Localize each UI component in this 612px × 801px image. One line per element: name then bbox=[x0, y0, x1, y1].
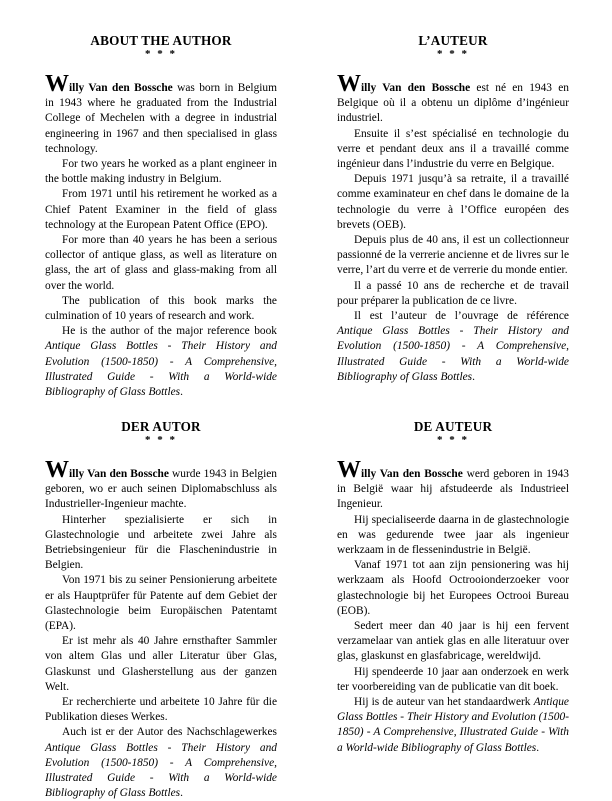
book-title: Antique Glass Bottles - Their History and Evolution (1500-1850) - A Comprehensive, Illustrated Guide - With a World-wide Bibliography of Glass Bottles bbox=[45, 340, 277, 399]
closing-end: . bbox=[472, 370, 475, 383]
closing-end: . bbox=[180, 787, 183, 800]
drop-cap: W bbox=[45, 457, 69, 483]
closing-text: Hij is de auteur van het standaardwerk bbox=[354, 696, 534, 709]
lead-paragraph bbox=[337, 71, 569, 127]
drop-cap: W bbox=[45, 71, 69, 97]
paragraph: The publication of this book marks the culmination of 10 years of research and work. bbox=[45, 294, 277, 323]
section-english bbox=[45, 33, 277, 400]
closing-text: He is the author of the major reference book bbox=[62, 325, 277, 338]
section-stars: * * * bbox=[145, 48, 177, 60]
paragraph: Il a passé 10 ans de recherche et de travail pour préparer la publication de ce livre. bbox=[337, 279, 569, 307]
lead-paragraph bbox=[45, 71, 277, 157]
author-name: illy Van den Bossche bbox=[69, 468, 169, 480]
paragraph: Depuis 1971 jusqu’à sa retraite, il a travaillé comme examinateur en chef dans le domaine de la technologie du verre à l’Office européen des brevets (OEB). bbox=[337, 173, 569, 231]
section-heading: DE AUTEUR bbox=[413, 419, 493, 434]
paragraph: For more than 40 years he has been a serious collector of antique glass, as well as literature on glass, the art of glass and glass-making from all over the world. bbox=[45, 234, 277, 292]
section-french bbox=[337, 33, 569, 385]
lead-paragraph bbox=[45, 457, 277, 513]
paragraph: Von 1971 bis zu seiner Pensionierung arbeitete er als Hauptprüfer für Patente auf dem Gebiet der Glastechnologie beim Europäischen Patentamt (EPA). bbox=[45, 574, 277, 633]
paragraph: From 1971 until his retirement he worked as a Chief Patent Examiner in the field of glass technology at the European Patent Office (EPO). bbox=[45, 188, 277, 231]
author-name: illy Van den Bossche bbox=[361, 82, 471, 94]
book-title: Antique Glass Bottles - Their History and Evolution (1500-1850) - A Comprehensive, Illustrated Guide - With a World-wide Bibliography of Glass Bottles bbox=[45, 741, 277, 800]
lead-text: est né en 1943 en Belgique où il a obtenu un diplôme d’ingénieur industriel. bbox=[337, 82, 569, 125]
lead-paragraph bbox=[337, 457, 569, 513]
paragraph: Ensuite il s’est spécialisé en technologie du verre et pendant deux ans il a travaillé comme ingénieur dans l’industrie du verre en Belgique. bbox=[337, 127, 569, 171]
author-name: illy Van den Bossche bbox=[69, 82, 173, 94]
lead-text: wurde 1943 in Belgien geboren, wo er auch seinen Diplomabschluss als Industrieller-Ingenieur machte. bbox=[45, 468, 277, 511]
section-stars: * * * bbox=[437, 48, 469, 60]
lead-text: werd geboren in 1943 in België waar hij afstudeerde als Industrieel Ingenieur. bbox=[337, 468, 569, 511]
closing-paragraph bbox=[45, 725, 277, 801]
closing-end: . bbox=[536, 741, 540, 754]
paragraph: Vanaf 1971 tot aan zijn pensionering was hij werkzaam als Hoofd Octrooionderzoeker voor glastechnologie bij het Europees Octrooi Bureau (EOB). bbox=[337, 559, 569, 617]
closing-text: Il est l’auteur de l’ouvrage de référence bbox=[354, 310, 569, 323]
paragraph: Depuis plus de 40 ans, il est un collectionneur passionné de la verrerie ancienne et de livres sur le verre, l’art du verre et de verrerie du monde entier. bbox=[337, 234, 569, 277]
closing-paragraph bbox=[337, 309, 569, 385]
section-stars: * * * bbox=[437, 434, 469, 446]
section-heading: L’AUTEUR bbox=[418, 33, 488, 48]
paragraph: Hij spendeerde 10 jaar aan onderzoek en werk ter voorbereiding van de publicatie van dit boek. bbox=[337, 665, 569, 693]
author-name: illy Van den Bossche bbox=[361, 468, 463, 480]
drop-cap: W bbox=[337, 71, 361, 97]
paragraph: For two years he worked as a plant engineer in the bottle making industry in Belgium. bbox=[45, 158, 277, 186]
closing-end: . bbox=[180, 386, 183, 399]
closing-text: Auch ist er der Autor des Nachschlagewerkes bbox=[62, 726, 277, 739]
closing-paragraph bbox=[337, 695, 569, 756]
section-heading: DER AUTOR bbox=[121, 419, 201, 434]
book-title: Antique Glass Bottles - Their History and Evolution (1500-1850) - A Comprehensive, Illustrated Guide - With a World-wide Bibliography of Glass Bottles bbox=[337, 696, 569, 754]
paragraph: Er ist mehr als 40 Jahre ernsthafter Sammler von altem Glas und aller Literatur über Glas, Glaskunst und Glasherstellung aus der ganzen Welt. bbox=[45, 635, 277, 693]
drop-cap: W bbox=[337, 457, 361, 483]
lead-text: was born in Belgium in 1943 where he graduated from the Industrial College of Mechelen with a degree in industrial engineering in 1967 and then specialised in glass technology. bbox=[45, 82, 277, 155]
paragraph: Er recherchierte und arbeitete 10 Jahre für die Publikation dieses Werkes. bbox=[45, 696, 277, 724]
section-german bbox=[45, 419, 277, 801]
paragraph: Sedert meer dan 40 jaar is hij een fervent verzamelaar van antiek glas en alle literatuur over glas, glaskunst en glasfabricage, wereldwijd. bbox=[337, 620, 569, 663]
paragraph: Hinterher spezialisierte er sich in Glastechnologie und arbeitete zwei Jahre als Betriebsingenieur für die Flaschenindustrie in Belgien. bbox=[45, 513, 277, 572]
section-stars: * * * bbox=[145, 434, 177, 446]
book-title: Antique Glass Bottles - Their History and Evolution (1500-1850) - A Comprehensive, Illustrated Guide - With a World-wide Bibliography of Glass Bottles bbox=[337, 325, 569, 383]
section-dutch bbox=[337, 419, 569, 756]
paragraph: Hij specialiseerde daarna in de glastechnologie en was gedurende twee jaar als ingenieur werkzaam in de flessenindustrie in België. bbox=[337, 513, 569, 557]
section-heading: ABOUT THE AUTHOR bbox=[90, 33, 232, 48]
closing-paragraph bbox=[45, 324, 277, 400]
